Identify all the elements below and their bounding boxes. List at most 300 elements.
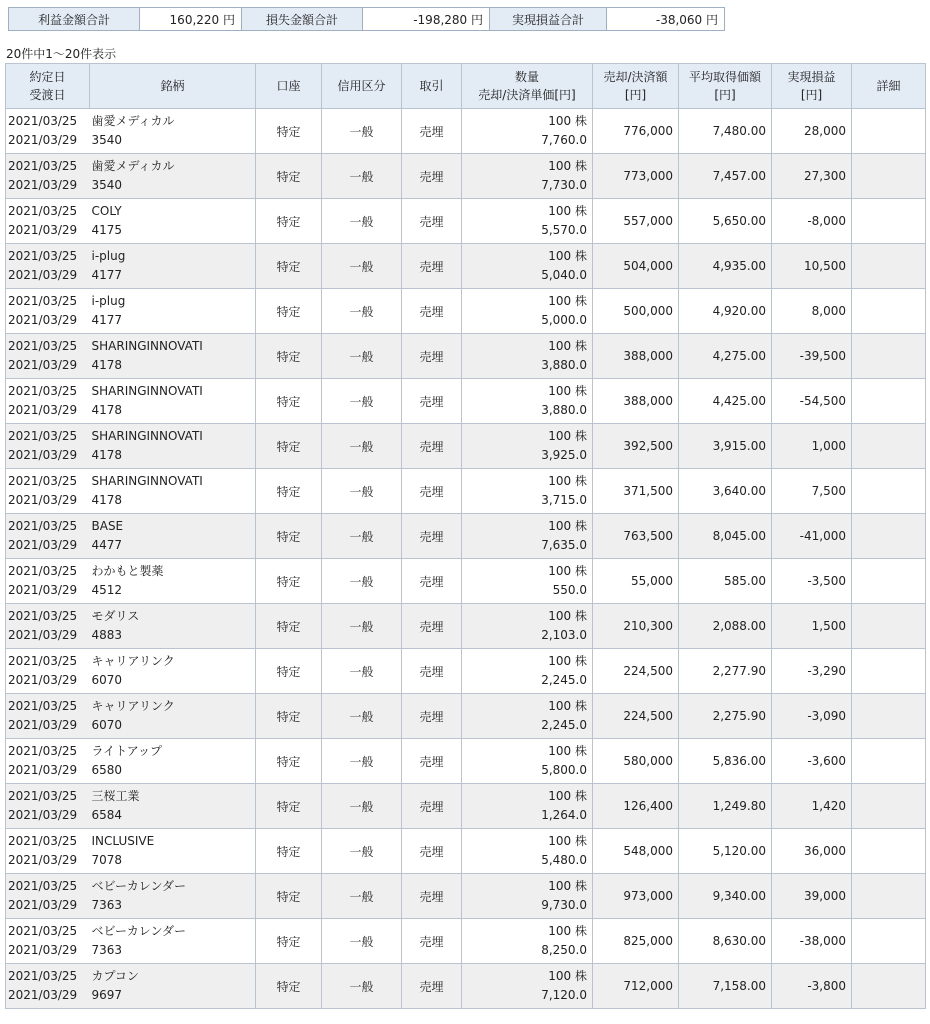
realized-pnl-cell: -3,090 xyxy=(772,694,852,739)
amount-cell: 973,000 xyxy=(593,874,679,919)
quantity: 100 株 xyxy=(548,609,587,623)
credit-cell: 一般 xyxy=(322,604,402,649)
trade-date: 2021/03/25 xyxy=(8,609,78,623)
header-avg-price: 平均取得価額 [円] xyxy=(679,64,772,109)
realized-pnl-cell: -3,800 xyxy=(772,964,852,1009)
stock-cell xyxy=(90,649,256,694)
quantity: 100 株 xyxy=(548,249,587,263)
quantity-cell xyxy=(462,559,593,604)
credit-cell: 一般 xyxy=(322,739,402,784)
settle-price: 5,000.0 xyxy=(541,313,587,327)
avg-price-cell: 7,480.00 xyxy=(679,109,772,154)
trade-type-cell: 売埋 xyxy=(402,334,462,379)
settle-price: 2,245.0 xyxy=(541,718,587,732)
avg-price-cell: 3,915.00 xyxy=(679,424,772,469)
table-row xyxy=(6,604,926,649)
account-cell: 特定 xyxy=(256,919,322,964)
settle-date: 2021/03/29 xyxy=(8,718,78,732)
stock-cell xyxy=(90,334,256,379)
table-row xyxy=(6,514,926,559)
stock-code: 6070 xyxy=(91,718,123,732)
detail-cell xyxy=(852,694,926,739)
date-cell xyxy=(6,964,90,1009)
settle-price: 3,880.0 xyxy=(541,403,587,417)
stock-code: 6070 xyxy=(91,673,123,687)
loss-total-value: -198,280 円 xyxy=(363,8,490,31)
credit-cell: 一般 xyxy=(322,514,402,559)
profit-total-value: 160,220 円 xyxy=(140,8,242,31)
header-credit: 信用区分 xyxy=(322,64,402,109)
stock-cell xyxy=(90,379,256,424)
quantity-cell xyxy=(462,874,593,919)
quantity: 100 株 xyxy=(548,969,587,983)
stock-code: 4178 xyxy=(91,448,123,462)
settle-date: 2021/03/29 xyxy=(8,313,78,327)
trade-type-cell: 売埋 xyxy=(402,379,462,424)
quantity: 100 株 xyxy=(548,744,587,758)
detail-cell xyxy=(852,469,926,514)
account-cell: 特定 xyxy=(256,874,322,919)
account-cell: 特定 xyxy=(256,244,322,289)
trade-type-cell: 売埋 xyxy=(402,919,462,964)
stock-name: わかもと製薬 xyxy=(91,564,164,578)
settle-price: 9,730.0 xyxy=(541,898,587,912)
table-row xyxy=(6,694,926,739)
date-cell xyxy=(6,514,90,559)
avg-price-cell: 8,045.00 xyxy=(679,514,772,559)
trade-date: 2021/03/25 xyxy=(8,114,78,128)
trade-type-cell: 売埋 xyxy=(402,289,462,334)
quantity-cell xyxy=(462,514,593,559)
settle-date: 2021/03/29 xyxy=(8,223,78,237)
settle-date: 2021/03/29 xyxy=(8,493,78,507)
settle-price: 2,245.0 xyxy=(541,673,587,687)
stock-cell xyxy=(90,829,256,874)
credit-cell: 一般 xyxy=(322,334,402,379)
date-cell xyxy=(6,379,90,424)
credit-cell: 一般 xyxy=(322,244,402,289)
trade-date: 2021/03/25 xyxy=(8,654,78,668)
avg-price-cell: 1,249.80 xyxy=(679,784,772,829)
date-cell xyxy=(6,829,90,874)
account-cell: 特定 xyxy=(256,109,322,154)
quantity: 100 株 xyxy=(548,789,587,803)
detail-cell xyxy=(852,424,926,469)
summary-bar xyxy=(8,7,725,31)
amount-cell: 224,500 xyxy=(593,694,679,739)
credit-cell: 一般 xyxy=(322,469,402,514)
amount-cell: 504,000 xyxy=(593,244,679,289)
account-cell: 特定 xyxy=(256,694,322,739)
detail-cell xyxy=(852,244,926,289)
stock-cell xyxy=(90,964,256,1009)
credit-cell: 一般 xyxy=(322,694,402,739)
quantity-cell xyxy=(462,154,593,199)
date-cell xyxy=(6,919,90,964)
realized-pnl-cell: 39,000 xyxy=(772,874,852,919)
realized-total-value: -38,060 円 xyxy=(607,8,725,31)
date-cell xyxy=(6,424,90,469)
trade-type-cell: 売埋 xyxy=(402,964,462,1009)
settle-price: 5,040.0 xyxy=(541,268,587,282)
stock-cell xyxy=(90,604,256,649)
credit-cell: 一般 xyxy=(322,829,402,874)
table-row xyxy=(6,289,926,334)
detail-cell xyxy=(852,739,926,784)
settle-price: 3,880.0 xyxy=(541,358,587,372)
table-row xyxy=(6,964,926,1009)
account-cell: 特定 xyxy=(256,379,322,424)
stock-code: 3540 xyxy=(91,133,123,147)
trade-type-cell: 売埋 xyxy=(402,694,462,739)
avg-price-cell: 585.00 xyxy=(679,559,772,604)
avg-price-cell: 2,275.90 xyxy=(679,694,772,739)
table-row xyxy=(6,829,926,874)
credit-cell: 一般 xyxy=(322,649,402,694)
stock-code: 4178 xyxy=(91,493,123,507)
settle-date: 2021/03/29 xyxy=(8,538,78,552)
date-cell xyxy=(6,244,90,289)
realized-pnl-cell: -41,000 xyxy=(772,514,852,559)
settle-date: 2021/03/29 xyxy=(8,358,78,372)
account-cell: 特定 xyxy=(256,424,322,469)
header-realized-pnl: 実現損益 [円] xyxy=(772,64,852,109)
trade-type-cell: 売埋 xyxy=(402,424,462,469)
quantity-cell xyxy=(462,289,593,334)
account-cell: 特定 xyxy=(256,469,322,514)
realized-pnl-cell: 1,500 xyxy=(772,604,852,649)
realized-pnl-cell: 8,000 xyxy=(772,289,852,334)
detail-cell xyxy=(852,604,926,649)
realized-total-label: 実現損益合計 xyxy=(490,8,607,31)
credit-cell: 一般 xyxy=(322,964,402,1009)
account-cell: 特定 xyxy=(256,649,322,694)
detail-cell xyxy=(852,784,926,829)
date-cell xyxy=(6,604,90,649)
stock-cell xyxy=(90,514,256,559)
avg-price-cell: 5,836.00 xyxy=(679,739,772,784)
credit-cell: 一般 xyxy=(322,874,402,919)
quantity: 100 株 xyxy=(548,474,587,488)
credit-cell: 一般 xyxy=(322,424,402,469)
account-cell: 特定 xyxy=(256,964,322,1009)
quantity-cell xyxy=(462,964,593,1009)
amount-cell: 548,000 xyxy=(593,829,679,874)
trade-date: 2021/03/25 xyxy=(8,969,78,983)
settle-price: 5,480.0 xyxy=(541,853,587,867)
table-row xyxy=(6,379,926,424)
avg-price-cell: 4,425.00 xyxy=(679,379,772,424)
amount-cell: 388,000 xyxy=(593,334,679,379)
settle-date: 2021/03/29 xyxy=(8,853,78,867)
stock-code: 3540 xyxy=(91,178,123,192)
account-cell: 特定 xyxy=(256,199,322,244)
amount-cell: 55,000 xyxy=(593,559,679,604)
quantity-cell xyxy=(462,469,593,514)
quantity: 100 株 xyxy=(548,294,587,308)
stock-name: 歯愛メディカル xyxy=(91,159,175,173)
stock-name: SHARINGINNOVATI xyxy=(91,384,203,398)
avg-price-cell: 4,935.00 xyxy=(679,244,772,289)
table-row xyxy=(6,154,926,199)
trade-date: 2021/03/25 xyxy=(8,384,78,398)
trade-type-cell: 売埋 xyxy=(402,739,462,784)
quantity-cell xyxy=(462,604,593,649)
detail-cell xyxy=(852,559,926,604)
avg-price-cell: 4,920.00 xyxy=(679,289,772,334)
avg-price-cell: 4,275.00 xyxy=(679,334,772,379)
stock-code: 9697 xyxy=(91,988,123,1002)
stock-code: 6584 xyxy=(91,808,123,822)
trade-type-cell: 売埋 xyxy=(402,559,462,604)
settle-date: 2021/03/29 xyxy=(8,268,78,282)
settle-date: 2021/03/29 xyxy=(8,133,78,147)
trade-type-cell: 売埋 xyxy=(402,649,462,694)
stock-name: キャリアリンク xyxy=(91,654,175,668)
quantity-cell xyxy=(462,379,593,424)
table-row xyxy=(6,199,926,244)
quantity: 100 株 xyxy=(548,339,587,353)
quantity-cell xyxy=(462,919,593,964)
stock-name: i-plug xyxy=(91,249,126,263)
settle-price: 2,103.0 xyxy=(541,628,587,642)
trade-type-cell: 売埋 xyxy=(402,199,462,244)
trade-type-cell: 売埋 xyxy=(402,829,462,874)
settle-price: 7,760.0 xyxy=(541,133,587,147)
quantity: 100 株 xyxy=(548,924,587,938)
stock-name: キャリアリンク xyxy=(91,699,175,713)
detail-cell xyxy=(852,199,926,244)
settle-price: 7,120.0 xyxy=(541,988,587,1002)
trade-date: 2021/03/25 xyxy=(8,744,78,758)
detail-cell xyxy=(852,874,926,919)
stock-code: 4177 xyxy=(91,268,123,282)
stock-code: 7363 xyxy=(91,898,123,912)
amount-cell: 557,000 xyxy=(593,199,679,244)
stock-code: 4512 xyxy=(91,583,123,597)
stock-name: BASE xyxy=(91,519,124,533)
loss-total-label: 損失金額合計 xyxy=(242,8,363,31)
trade-type-cell: 売埋 xyxy=(402,154,462,199)
account-cell: 特定 xyxy=(256,289,322,334)
realized-pnl-cell: 27,300 xyxy=(772,154,852,199)
amount-cell: 825,000 xyxy=(593,919,679,964)
table-row xyxy=(6,244,926,289)
quantity-cell xyxy=(462,829,593,874)
header-dates: 約定日 受渡日 xyxy=(6,64,90,109)
detail-cell xyxy=(852,649,926,694)
table-row xyxy=(6,334,926,379)
quantity-cell xyxy=(462,694,593,739)
stock-code: 4477 xyxy=(91,538,123,552)
realized-pnl-cell: 10,500 xyxy=(772,244,852,289)
header-name: 銘柄 xyxy=(90,64,256,109)
credit-cell: 一般 xyxy=(322,199,402,244)
realized-pnl-cell: -3,600 xyxy=(772,739,852,784)
amount-cell: 210,300 xyxy=(593,604,679,649)
stock-code: 7078 xyxy=(91,853,123,867)
stock-code: 7363 xyxy=(91,943,123,957)
trade-date: 2021/03/25 xyxy=(8,294,78,308)
detail-cell xyxy=(852,289,926,334)
quantity-cell xyxy=(462,334,593,379)
avg-price-cell: 5,650.00 xyxy=(679,199,772,244)
settle-date: 2021/03/29 xyxy=(8,988,78,1002)
credit-cell: 一般 xyxy=(322,379,402,424)
table-body xyxy=(6,109,926,1009)
stock-name: モダリス xyxy=(91,609,140,623)
stock-name: 歯愛メディカル xyxy=(91,114,175,128)
stock-cell xyxy=(90,874,256,919)
avg-price-cell: 9,340.00 xyxy=(679,874,772,919)
date-cell xyxy=(6,874,90,919)
table-row xyxy=(6,469,926,514)
date-cell xyxy=(6,784,90,829)
stock-code: 4883 xyxy=(91,628,123,642)
amount-cell: 392,500 xyxy=(593,424,679,469)
detail-cell xyxy=(852,829,926,874)
avg-price-cell: 8,630.00 xyxy=(679,919,772,964)
stock-cell xyxy=(90,424,256,469)
realized-pnl-cell: -3,500 xyxy=(772,559,852,604)
detail-cell xyxy=(852,964,926,1009)
trade-date: 2021/03/25 xyxy=(8,204,78,218)
date-cell xyxy=(6,694,90,739)
stock-code: 6580 xyxy=(91,763,123,777)
table-row xyxy=(6,424,926,469)
stock-cell xyxy=(90,109,256,154)
trade-date: 2021/03/25 xyxy=(8,159,78,173)
stock-name: SHARINGINNOVATI xyxy=(91,429,203,443)
quantity: 100 株 xyxy=(548,114,587,128)
credit-cell: 一般 xyxy=(322,559,402,604)
trade-date: 2021/03/25 xyxy=(8,474,78,488)
quantity: 100 株 xyxy=(548,519,587,533)
credit-cell: 一般 xyxy=(322,154,402,199)
stock-name: SHARINGINNOVATI xyxy=(91,474,203,488)
account-cell: 特定 xyxy=(256,784,322,829)
credit-cell: 一般 xyxy=(322,109,402,154)
amount-cell: 388,000 xyxy=(593,379,679,424)
credit-cell: 一般 xyxy=(322,289,402,334)
settle-price: 3,925.0 xyxy=(541,448,587,462)
settle-price: 3,715.0 xyxy=(541,493,587,507)
detail-cell xyxy=(852,379,926,424)
trade-date: 2021/03/25 xyxy=(8,564,78,578)
table-row xyxy=(6,784,926,829)
date-cell xyxy=(6,649,90,694)
account-cell: 特定 xyxy=(256,739,322,784)
settle-date: 2021/03/29 xyxy=(8,943,78,957)
trade-type-cell: 売埋 xyxy=(402,469,462,514)
trade-date: 2021/03/25 xyxy=(8,789,78,803)
trade-date: 2021/03/25 xyxy=(8,879,78,893)
table-row xyxy=(6,649,926,694)
account-cell: 特定 xyxy=(256,334,322,379)
stock-cell xyxy=(90,784,256,829)
amount-cell: 500,000 xyxy=(593,289,679,334)
settle-date: 2021/03/29 xyxy=(8,403,78,417)
quantity-cell xyxy=(462,739,593,784)
date-cell xyxy=(6,289,90,334)
trade-type-cell: 売埋 xyxy=(402,604,462,649)
avg-price-cell: 5,120.00 xyxy=(679,829,772,874)
realized-pnl-cell: -39,500 xyxy=(772,334,852,379)
stock-cell xyxy=(90,739,256,784)
avg-price-cell: 7,158.00 xyxy=(679,964,772,1009)
quantity: 100 株 xyxy=(548,204,587,218)
settle-price: 550.0 xyxy=(552,583,587,597)
table-header xyxy=(6,64,926,109)
stock-name: SHARINGINNOVATI xyxy=(91,339,203,353)
stock-name: ベビーカレンダー xyxy=(91,924,187,938)
trade-date: 2021/03/25 xyxy=(8,834,78,848)
quantity: 100 株 xyxy=(548,879,587,893)
stock-name: カプコン xyxy=(91,969,139,983)
quantity-cell xyxy=(462,244,593,289)
stock-cell xyxy=(90,919,256,964)
settle-date: 2021/03/29 xyxy=(8,763,78,777)
result-count: 20件中1～20件表示 xyxy=(6,47,117,61)
account-cell: 特定 xyxy=(256,604,322,649)
quantity: 100 株 xyxy=(548,834,587,848)
stock-name: 三桜工業 xyxy=(91,789,140,803)
amount-cell: 224,500 xyxy=(593,649,679,694)
trade-type-cell: 売埋 xyxy=(402,784,462,829)
stock-cell xyxy=(90,244,256,289)
date-cell xyxy=(6,559,90,604)
settle-date: 2021/03/29 xyxy=(8,628,78,642)
quantity: 100 株 xyxy=(548,159,587,173)
settle-date: 2021/03/29 xyxy=(8,898,78,912)
amount-cell: 126,400 xyxy=(593,784,679,829)
quantity: 100 株 xyxy=(548,699,587,713)
detail-cell xyxy=(852,154,926,199)
settle-date: 2021/03/29 xyxy=(8,808,78,822)
amount-cell: 712,000 xyxy=(593,964,679,1009)
realized-pnl-cell: -54,500 xyxy=(772,379,852,424)
settle-date: 2021/03/29 xyxy=(8,448,78,462)
amount-cell: 371,500 xyxy=(593,469,679,514)
header-trade: 取引 xyxy=(402,64,462,109)
realized-pnl-cell: -38,000 xyxy=(772,919,852,964)
stock-cell xyxy=(90,154,256,199)
trade-type-cell: 売埋 xyxy=(402,244,462,289)
settle-price: 7,730.0 xyxy=(541,178,587,192)
settle-price: 1,264.0 xyxy=(541,808,587,822)
table-row xyxy=(6,739,926,784)
trade-history-table xyxy=(5,63,926,1009)
settle-price: 7,635.0 xyxy=(541,538,587,552)
settle-price: 5,800.0 xyxy=(541,763,587,777)
stock-code: 4178 xyxy=(91,358,123,372)
stock-name: ベビーカレンダー xyxy=(91,879,187,893)
stock-code: 4177 xyxy=(91,313,123,327)
trade-type-cell: 売埋 xyxy=(402,514,462,559)
quantity: 100 株 xyxy=(548,564,587,578)
stock-cell xyxy=(90,559,256,604)
table-row xyxy=(6,919,926,964)
detail-cell xyxy=(852,514,926,559)
account-cell: 特定 xyxy=(256,154,322,199)
table-row xyxy=(6,109,926,154)
quantity-cell xyxy=(462,199,593,244)
header-detail: 詳細 xyxy=(852,64,926,109)
realized-pnl-cell: 1,000 xyxy=(772,424,852,469)
stock-name: INCLUSIVE xyxy=(91,834,155,848)
realized-pnl-cell: 7,500 xyxy=(772,469,852,514)
realized-pnl-cell: 1,420 xyxy=(772,784,852,829)
